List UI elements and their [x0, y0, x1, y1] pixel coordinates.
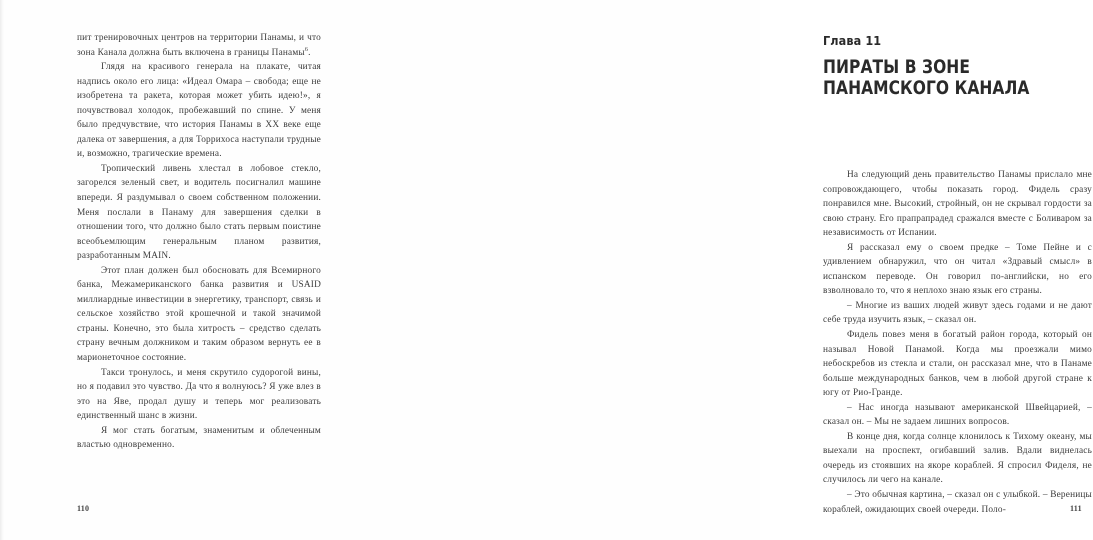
- chapter-title: ПИРАТЫ В ЗОНЕ ПАНАМСКОГО КАНАЛА: [823, 57, 1030, 99]
- page-number-left: 110: [77, 504, 90, 513]
- paragraph: Этот план должен был обосновать для Всемирного банка, Межамериканского банка развития и USAID миллиардные инвестиции в энергетику, транспорт, связь и сельское хозяйство этой крошечной и такой значимой страны. Конечно, это была хитрость – средство сделать страну вечным должником и таким образом вернуть ее в марионеточное состояние.: [77, 265, 321, 364]
- paragraph: Глядя на красивого генерала на плакате, читая надпись около его лица: «Идеал Омара – свобода; еще не изобретена та ракета, которая может убить идею!», я почувствовал холодок, пробежавший по спине. У меня было предчувствие, что история Панамы в XX веке еще далека от завершения, а для Торрихоса наступали трудные и, возможно, трагические времена.: [77, 62, 321, 160]
- paragraph: Фидель повез меня в богатый район города, который он называл Новой Панамой. Когда мы проезжали мимо небоскребов из стекла и стали, он рассказал мне, что в Панаме больше международных банков, чем в любой другой стране к югу от Рио-Гранде.: [823, 330, 1092, 399]
- paragraph: – Нас иногда называют американской Швейцарией, – сказал он. – Мы не задаем лишних вопросов.: [823, 402, 1092, 428]
- paragraph: Такси тронулось, и меня скрутило судорогой вины, но я подавил это чувство. Да что я волнуюсь? Я уже влез в это на Яве, продал душу и теперь мог реализовать единственный шанс в жизни.: [77, 367, 321, 422]
- paragraph-tail: .: [308, 47, 311, 58]
- paragraph: – Многие из ваших людей живут здесь годами и не дают себе труда изучить язык, – сказал он.: [823, 300, 1092, 326]
- left-page-text-column: [77, 31, 321, 453]
- paragraph: На следующий день правительство Панамы прислало мне сопровождающего, чтобы показать город. Фидель сразу понравился мне. Высокий, стройный, он не скрывал гордости за свою страну. Его прапрапрадед сражался вместе с Боливаром за независимость от Испании.: [823, 170, 1092, 239]
- footnote-marker: 6: [304, 45, 309, 53]
- paragraph: Я мог стать богатым, знаменитым и облеченным властью одновременно.: [77, 425, 321, 451]
- right-page-text-column: [823, 168, 1092, 517]
- paragraph: Тропический ливень хлестал в лобовое стекло, загорелся зеленый свет, и водитель посигналил машине впереди. Я раздумывал о своем собственном положении. Меня послали в Панаму для завершения сделки в отношении того, что должно было стать первым поистине всеобъемлющим генеральным планом развития, разработанным MAIN.: [77, 163, 321, 262]
- page-number-right: 111: [1070, 504, 1082, 513]
- paragraph: В конце дня, когда солнце клонилось к Тихому океану, мы выехали на проспект, огибавший залив. Вдали виднелась очередь из стоявших на якоре кораблей. Я спросил Фиделя, не случилось ли чего на канале.: [823, 431, 1092, 486]
- right-page: [380, 0, 1092, 540]
- paragraph-continuation: [77, 31, 321, 60]
- paragraph-text: пит тренировочных центров на территории Панамы, и что зона Канала должна быть включена в границы Панамы: [77, 33, 321, 58]
- paragraph: Я рассказал ему о своем предке – Томе Пейне и с удивлением обнаружил, что он читал «Здравый смысл» в испанском переводе. Он говорил по-английски, но его взволновало то, что я неплохо знаю язык его страны.: [823, 242, 1092, 297]
- left-page: [0, 0, 380, 540]
- chapter-number-label: Глава 11: [823, 33, 882, 48]
- paragraph: – Это обычная картина, – сказал он с улыбкой. – Вереницы кораблей, ожидающих своей очереди. Поло-: [823, 490, 1092, 515]
- chapter-heading-block: [823, 33, 1093, 99]
